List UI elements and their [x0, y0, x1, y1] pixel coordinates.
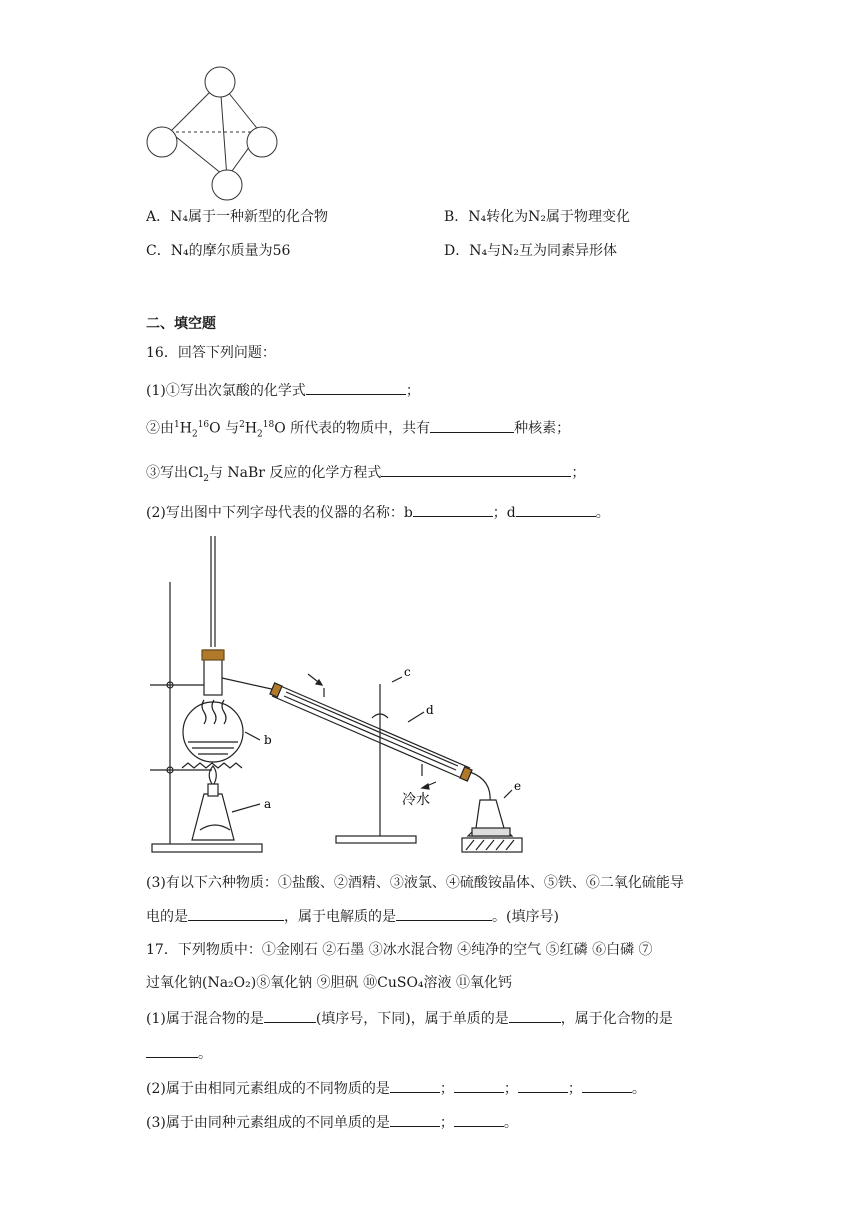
element-symbol: H [179, 420, 192, 437]
stopper [202, 650, 224, 660]
distillation-apparatus-figure [140, 532, 530, 862]
subscript: 2 [257, 429, 263, 440]
atom-top [205, 67, 235, 97]
condenser-wall [272, 696, 466, 780]
punct: ； [571, 465, 586, 481]
q16-part1-c [146, 462, 585, 489]
atom-left [147, 127, 177, 157]
q17-stem-line1: 17．下列物质中：①金刚石 ②石墨 ③冰水混合物 ④纯净的空气 ⑤红磷 ⑥白磷 ⑦ [146, 942, 653, 958]
adapter [470, 772, 490, 802]
q17-stem-line2: 过氧化钠(Na₂O₂)⑧氧化钠 ⑨胆矾 ⑩CuSO₄溶液 ⑪氧化钙 [146, 975, 512, 991]
text: 。(填序号) [492, 909, 559, 925]
q16-stem: 16．回答下列问题： [146, 345, 276, 361]
atom-bottom [212, 170, 242, 200]
mass-number: 1 [174, 420, 180, 430]
subscript: 2 [191, 429, 198, 440]
answer-blank[interactable] [509, 1008, 561, 1023]
answer-blank[interactable] [518, 1078, 568, 1093]
q16-part1-a [146, 380, 420, 401]
answer-blank[interactable] [381, 462, 571, 477]
punct: 。 [595, 505, 610, 521]
text: ，属于电解质的是 [284, 909, 396, 925]
text: 种核素； [514, 420, 571, 437]
mass-number: 2 [239, 420, 245, 430]
punct: ； [405, 383, 420, 399]
label-a: a [264, 797, 272, 811]
mass-number: 18 [262, 420, 275, 430]
joint [270, 683, 282, 697]
n4-molecule-figure [140, 60, 290, 205]
q17-part3 [146, 1112, 518, 1133]
q16-part1-a-text: (1)①写出次氯酸的化学式 [146, 383, 306, 399]
stand-base-right [336, 836, 416, 843]
q16-part1-b [146, 415, 570, 444]
label-b: b [264, 733, 272, 747]
punct: ； [567, 1081, 582, 1097]
joint [460, 767, 472, 781]
answer-blank[interactable] [413, 502, 493, 517]
subscript: 2 [203, 473, 209, 484]
flame [209, 766, 216, 784]
text: (1)属于混合物的是 [146, 1011, 264, 1027]
answer-blank[interactable] [390, 1112, 440, 1127]
answer-blank[interactable] [188, 906, 284, 921]
element-symbol: Cl [188, 465, 204, 481]
section-heading: 二、填空题 [146, 316, 216, 332]
alcohol-lamp-a [192, 794, 234, 840]
q17-part1-cont [146, 1043, 212, 1064]
distillate [472, 828, 510, 836]
text: O 所代表的物质中，共有 [274, 420, 431, 437]
text: (2)属于由相同元素组成的不同物质的是 [146, 1081, 390, 1097]
answer-blank[interactable] [430, 418, 514, 433]
punct: ； [503, 1081, 518, 1097]
option-d: D．N₄与N₂互为同素异形体 [444, 243, 617, 259]
lamp-wick-holder [208, 784, 218, 796]
text: (3)属于由同种元素组成的不同单质的是 [146, 1115, 390, 1131]
leader-b [245, 732, 260, 740]
punct: 。 [503, 1115, 518, 1131]
q16-part3-line2 [146, 906, 559, 927]
q17-part1 [146, 1008, 673, 1029]
mass-number: 16 [197, 420, 210, 430]
leader-a [232, 804, 260, 812]
q16-part2 [146, 502, 610, 523]
text: ③写出 [146, 465, 188, 481]
text: ②由 [146, 420, 174, 437]
atom-right [247, 127, 277, 157]
stand-base-left [152, 844, 262, 852]
condenser-wall [276, 684, 470, 768]
answer-blank[interactable] [454, 1078, 504, 1093]
leader-d [408, 712, 424, 722]
label-d: d [426, 703, 434, 717]
answer-blank[interactable] [516, 502, 596, 517]
answer-blank[interactable] [264, 1008, 316, 1023]
condenser-d [272, 684, 470, 780]
label-cold-water: 冷水 [402, 792, 430, 808]
answer-blank[interactable] [390, 1078, 440, 1093]
leader-c [392, 677, 402, 682]
option-c: C．N₄的摩尔质量为56 [146, 243, 291, 259]
punct: ； [439, 1115, 454, 1131]
text: ，属于化合物的是 [560, 1011, 673, 1027]
option-b: B．N₄转化为N₂属于物理变化 [444, 209, 631, 225]
text: (填序号，下同)，属于单质的是 [315, 1011, 509, 1027]
label-e: e [514, 779, 522, 793]
punct: ； [439, 1081, 454, 1097]
answer-blank[interactable] [146, 1043, 198, 1058]
text: ；d [492, 505, 516, 521]
answer-blank[interactable] [396, 906, 492, 921]
answer-blank[interactable] [582, 1078, 632, 1093]
block-base [462, 838, 522, 852]
punct: 。 [631, 1081, 646, 1097]
text: (2)写出图中下列字母代表的仪器的名称：b [146, 505, 413, 521]
answer-blank[interactable] [454, 1112, 504, 1127]
arrowhead [422, 784, 429, 789]
text: 与 NaBr 反应的化学方程式 [208, 465, 382, 481]
leader-e [504, 790, 512, 798]
element-symbol: H [244, 420, 258, 437]
q17-part2 [146, 1078, 646, 1099]
punct: 。 [198, 1046, 212, 1062]
answer-blank[interactable] [306, 380, 406, 395]
bond-left-bottom [170, 132, 227, 178]
text: 电的是 [146, 909, 188, 925]
option-a: A．N₄属于一种新型的化合物 [146, 209, 328, 225]
side-arm [222, 678, 276, 690]
label-c: c [404, 665, 411, 679]
text: O 与 [209, 420, 240, 437]
q16-part3-line1: (3)有以下六种物质：①盐酸、②酒精、③液氯、④硫酸铵晶体、⑤铁、⑥二氧化硫能导 [146, 875, 684, 891]
